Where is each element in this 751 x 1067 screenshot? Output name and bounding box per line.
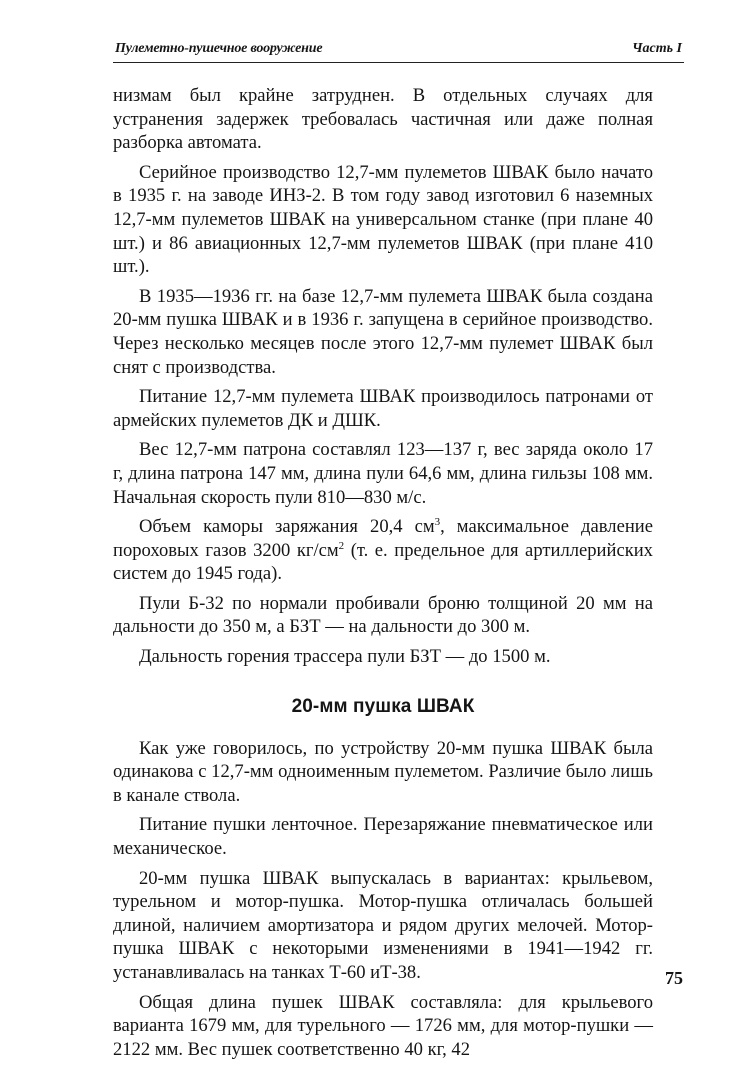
paragraph: В 1935—1936 гг. на базе 12,7-мм пулемета ШВАК была создана 20-мм пушка ШВАК и в 1936 г. запущена в серийное производство. Через несколько месяцев после этого 12,7-мм пулемет ШВАК был снят с производства. — [113, 285, 653, 378]
page-body — [113, 84, 653, 1067]
paragraph: низмам был крайне затруднен. В отдельных случаях для устранения задержек требовалась частичная или даже полная разборка автомата. — [113, 85, 653, 154]
text-run: Объем каморы заряжания 20,4 см — [139, 516, 435, 538]
running-header-part: Часть I — [632, 41, 682, 56]
paragraph: Общая длина пушек ШВАК составляла: для крыльевого варианта 1679 мм, для турельного — 1726 мм, для мотор-пушки — 2122 мм. Вес пушек соответственно 40 кг, 42 — [113, 991, 653, 1060]
section-heading: 20-мм пушка ШВАК — [291, 695, 475, 717]
paragraph-chamber-volume — [113, 515, 653, 586]
running-header-title: Пулеметно-пушечное вооружение — [115, 41, 323, 56]
page-number: 75 — [665, 968, 683, 988]
text-run: (т. е. предельное для артиллерийских систем до 1945 года). — [113, 539, 653, 585]
paragraph: Вес 12,7-мм патрона составлял 123—137 г, вес заряда около 17 г, длина патрона 147 мм, длина пули 64,6 мм, длина гильзы 108 мм. Начальная скорость пули 810—830 м/с. — [113, 439, 653, 508]
paragraph: Питание 12,7-мм пулемета ШВАК производилось патронами от армейских пулеметов ДК и ДШК. — [113, 386, 653, 431]
text-run: , максимальное давление пороховых газов 3200 кг/см — [113, 516, 653, 561]
paragraph: Как уже говорилось, по устройству 20-мм пушка ШВАК была одинакова с 12,7-мм одноименным пулеметом. Различие было лишь в канале ствола. — [113, 737, 653, 806]
paragraph: Дальность горения трассера пули БЗТ — до 1500 м. — [139, 646, 551, 668]
paragraph: Питание пушки ленточное. Перезаряжание пневматическое или механическое. — [113, 814, 653, 860]
paragraph: 20-мм пушка ШВАК выпускалась в вариантах: крыльевом, турельном и мотор-пушка. Мотор-пушка отличалась большей длиной, наличием амортизатора и рядом других мелочей. Мотор-пушка ШВАК с некоторыми изменениями в 1941—1942 гг. устанавливалась на танках Т-60 иТ-38. — [113, 867, 653, 983]
paragraph: Серийное производство 12,7-мм пулеметов ШВАК было начато в 1935 г. на заводе ИНЗ-2. В том году завод изготовил 6 наземных 12,7-мм пулеметов ШВАК на универсальном станке (при плане 40 шт.) и 86 авиационных 12,7-мм пулеметов ШВАК (при плане 410 шт.). — [113, 161, 653, 278]
running-header — [113, 38, 684, 63]
paragraph: Пули Б-32 по нормали пробивали броню толщиной 20 мм на дальности до 350 м, а БЗТ — на дальности до 300 м. — [113, 592, 653, 638]
superscript: 2 — [338, 539, 345, 552]
superscript: 3 — [434, 515, 441, 528]
